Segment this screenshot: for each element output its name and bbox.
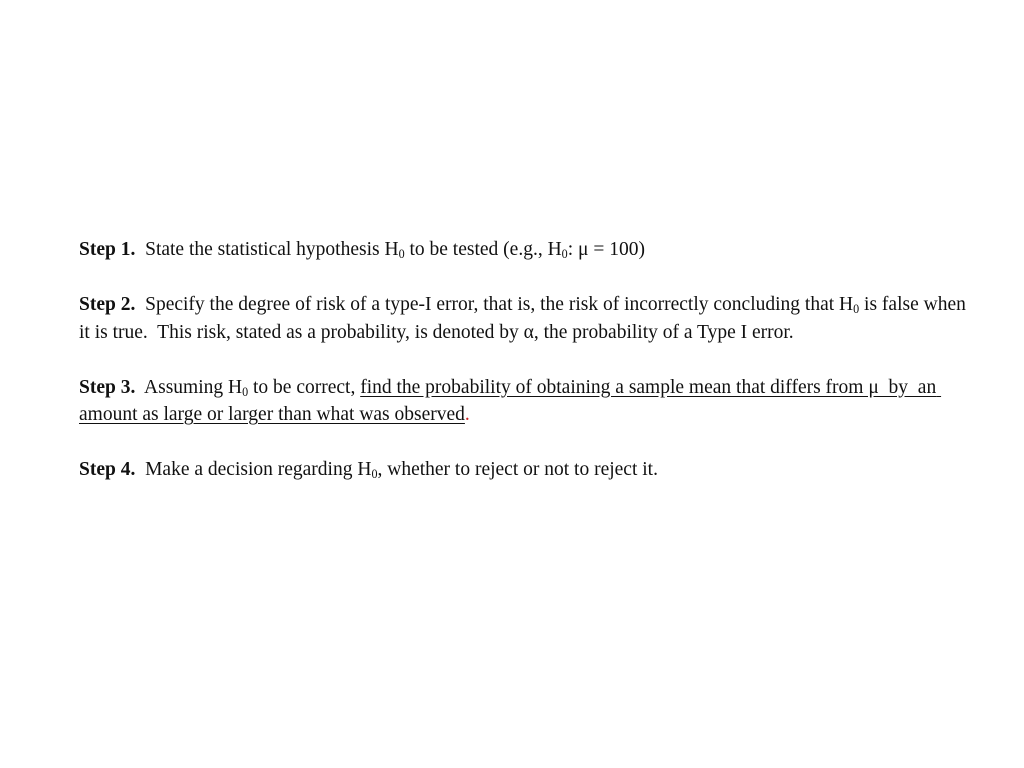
step-2-text: Specify the degree of risk of a type-I error, that is, the risk of incorrectly concluding that H [135, 294, 854, 315]
step-3-text: to be correct, [248, 376, 361, 398]
step-4 [79, 456, 979, 484]
step-3-text: Assuming H [135, 376, 243, 398]
subscript-zero: 0 [853, 302, 860, 317]
subscript-zero: 0 [561, 247, 568, 262]
step-4-text: , whether to reject or not to reject it. [377, 459, 658, 480]
step-2 [79, 291, 979, 346]
hypothesis-steps [79, 236, 979, 484]
subscript-zero: 0 [398, 247, 405, 262]
step-3-period: . [464, 404, 470, 425]
step-1-text: : μ = 100) [567, 239, 645, 260]
step-2-label: Step 2. [79, 294, 136, 315]
step-4-label: Step 4. [79, 459, 136, 480]
step-3 [79, 374, 979, 429]
step-3-label: Step 3. [79, 376, 136, 398]
step-1-label: Step 1. [79, 239, 136, 260]
step-1-text: to be tested (e.g., H [404, 239, 562, 260]
step-1 [79, 236, 979, 264]
subscript-zero: 0 [371, 467, 378, 482]
step-3-underlined-text: find the probability of obtaining a sample mean that differs from μ by an amount as large or larger than what was observed [79, 376, 942, 425]
step-2-text: is false when it is true. This risk, stated as a probability, is denoted by α, the probability of a Type I error. [79, 294, 971, 343]
subscript-zero: 0 [242, 384, 249, 399]
step-1-text: State the statistical hypothesis H [135, 239, 399, 260]
step-4-text: Make a decision regarding H [135, 459, 372, 480]
